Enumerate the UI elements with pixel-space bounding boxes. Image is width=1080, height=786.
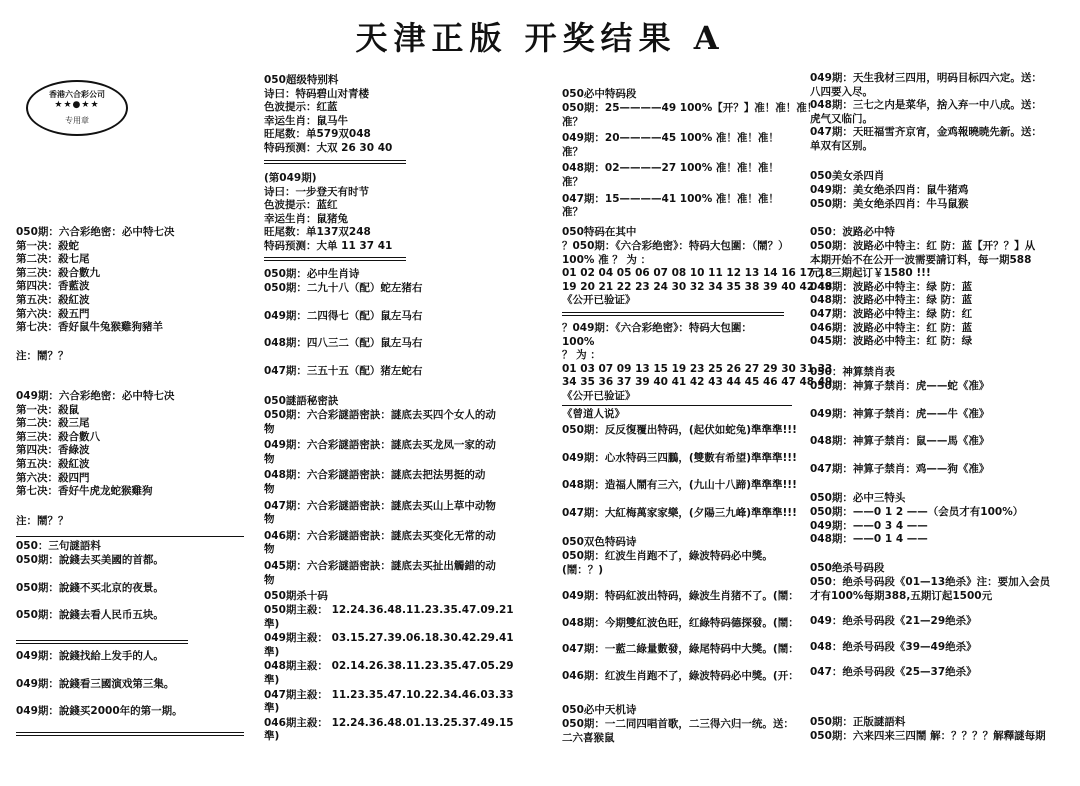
- text-line: 物: [264, 513, 275, 526]
- text-line: 047期：神算子禁肖：鸡——狗《准》: [810, 462, 990, 475]
- divider: [562, 405, 792, 406]
- text-line: 19 20 21 22 23 24 30 32 34 35 38 39 40 42 48: [562, 280, 833, 293]
- official-stamp: [26, 80, 128, 136]
- text-line: 047期主殺： 11.23.35.47.10.22.34.46.03.33: [264, 688, 514, 701]
- text-line: 第二决：殺七尾: [16, 253, 90, 266]
- text-line: 049期主殺： 03.15.27.39.06.18.30.42.29.41: [264, 632, 514, 645]
- text-line: 048期：——0 1 4 ——: [810, 533, 928, 546]
- text-line: 本期开始不在公开一波需要請订料，每一期588: [810, 253, 1032, 266]
- col4-zheng-head: 050期：正版謎語料: [810, 716, 906, 728]
- col4-shen-list: [810, 380, 1070, 476]
- text-line: 049期：神算子禁肖：虎——牛《准》: [810, 407, 990, 420]
- text-line: 049期：美女绝杀四肖：鼠牛猪鸡: [810, 184, 969, 196]
- text-line: 第五决：殺紅波: [16, 457, 90, 470]
- text-line: 046期主殺： 12.24.36.48.01.13.25.37.49.15: [264, 716, 514, 729]
- text-line: 048期：02————27 100% 准！准！准！: [562, 162, 779, 175]
- text-line: 047期：大紅梅萬家家樂，(夕陽三九峰)準準準!!!: [562, 506, 797, 519]
- col4-bo-list: [810, 240, 1070, 349]
- col3-se-head: 050双色特码诗: [562, 536, 637, 548]
- col3-tian-head: 050必中天机诗: [562, 704, 637, 716]
- text-line: 048期主殺： 02.14.26.38.11.23.35.47.05.29: [264, 660, 514, 673]
- col4-mei-list: [810, 184, 1070, 211]
- text-line: 色波提示：红蓝: [264, 101, 338, 114]
- text-line: 050：绝杀号码段《01—13绝杀》注：要加入会员: [810, 576, 1051, 588]
- text-line: 準): [264, 617, 280, 630]
- text-line: 050期：六合彩绝密：必中特七决: [16, 226, 175, 238]
- col2-shengxiao-list: [264, 282, 454, 378]
- col4-mei-head: 050美女杀四肖: [810, 170, 885, 182]
- divider: [562, 312, 784, 316]
- text-line: 《公开已验证》: [562, 294, 636, 307]
- text-line: 八四要入尽。: [810, 85, 873, 98]
- text-line: 045期：波路必中特主：红 防：绿: [810, 335, 973, 348]
- text-line: 049期：說錢找給上发手的人。: [16, 650, 164, 662]
- text-line: 34 35 36 37 39 40 41 42 43 44 45 46 47 48 49: [562, 376, 833, 389]
- text-line: 幸运生肖：鼠猪兔: [264, 212, 348, 225]
- text-line: 048：绝杀号码段《39—49绝杀》: [810, 640, 977, 653]
- divider: [264, 160, 406, 164]
- text-line: 048期：六合彩謎語密訣：謎底去把法男挺的动: [264, 469, 486, 482]
- text-line: 050期：红波生肖跑不了，綠波特码必中獎。: [562, 550, 773, 562]
- text-line: 048期：造福人鬧有三六，(九山十八蹄)準準準!!!: [562, 479, 797, 492]
- col3-qiz2-list: [562, 322, 833, 404]
- text-line: 047期：天旺福雪齐京宵，金鸡報曉暁先新。送：: [810, 126, 1042, 139]
- text-line: 049期：二四得七（配）鼠左马右: [264, 309, 423, 322]
- col2-kill-head: 050期杀十码: [264, 590, 328, 602]
- col3-duan-list: [562, 102, 818, 220]
- col1-block-b: [16, 390, 244, 499]
- text-line: 049期：天生我材三四用，明码目标四六定。送：: [810, 72, 1042, 84]
- text-line: 特码预测：大单 11 37 41: [264, 239, 393, 252]
- stamp-top-text: 香港六合彩公司: [49, 90, 105, 99]
- col4-san-list: [810, 506, 1070, 547]
- text-line: 048期：今期雙紅波色旺，红綠特码德探發。(鬧：: [562, 616, 799, 629]
- text-line: 049期：六合彩绝密：必中特七决: [16, 390, 175, 402]
- page-title: 天津正版 开奖结果 A: [355, 19, 725, 57]
- text-line: 050期：25————49 100%【开？】准！准！准！: [562, 102, 818, 114]
- text-line: 049：绝杀号码段《21—29绝杀》: [810, 615, 977, 628]
- text-line: 二六喜猴鼠: [562, 731, 615, 744]
- text-line: 049期：特码紅波出特码，綠波生肖猪不了。(鬧：: [562, 590, 799, 603]
- stamp-stars: ★★●★★: [54, 100, 100, 110]
- text-line: 元，三期起订￥1580 !!!: [810, 267, 931, 280]
- text-line: 050期主殺： 12.24.36.48.11.23.35.47.09.21: [264, 604, 514, 616]
- text-line: 050期：神算子禁肖：虎——蛇《准》: [810, 380, 990, 392]
- text-line: 特码预测：大双 26 30 40: [264, 141, 393, 154]
- text-line: 049期：六合彩謎語密訣：謎底去买龙凤一家的动: [264, 439, 496, 452]
- text-line: 第四决：香綠波: [16, 444, 90, 457]
- col3-tian-list: [562, 718, 802, 745]
- text-line: 第一决：殺蛇: [16, 239, 79, 252]
- text-line: 047期：六合彩謎語密訣：謎底去买山上草中动物: [264, 499, 496, 512]
- col4-jue-head: 050绝杀号码段: [810, 562, 885, 574]
- col4-top-list: [810, 72, 1070, 154]
- text-line: 050期：反反復覆出特码，(起伏如蛇兔)準準準!!!: [562, 424, 797, 436]
- text-line: 準): [264, 645, 280, 658]
- text-line: 045期：六合彩謎語密訣：謎底去买扯出觸錯的动: [264, 559, 496, 572]
- text-line: 旺尾数：单579双048: [264, 128, 371, 141]
- text-line: 047期：15————41 100% 准！准！准！: [562, 192, 779, 205]
- text-line: 单双有区别。: [810, 139, 873, 152]
- text-line: 050期：說錢去买美國的首都。: [16, 554, 164, 566]
- text-line: 色波提示：蓝红: [264, 199, 338, 212]
- divider: [16, 536, 244, 537]
- text-line: 第七决：香好鼠牛兔猴雞狗豬羊: [16, 321, 163, 334]
- text-line: 050超级特别料: [264, 74, 339, 86]
- text-line: 047期：波路必中特主：绿 防：红: [810, 307, 973, 320]
- text-line: 诗曰：特码碧山对青楼: [264, 87, 369, 100]
- text-line: 01 02 04 05 06 07 08 10 11 12 13 14 16 17 18: [562, 267, 833, 280]
- text-line: 第三决：殺合數九: [16, 266, 100, 279]
- text-line: 准？: [562, 115, 583, 128]
- text-line: 準): [264, 730, 280, 743]
- text-line: 049期：說錢买2000年的第一期。: [16, 705, 183, 718]
- text-line: 046期：六合彩謎語密訣：謎底去买变化无常的动: [264, 529, 496, 542]
- col4-shen-head: 050：神算禁肖表: [810, 366, 895, 378]
- text-line: 050期：波路必中特主：红 防：蓝【开？？】从: [810, 240, 1036, 252]
- text-line: 第七决：香好牛虎龙蛇猴雞狗: [16, 485, 153, 498]
- col1-note-b: 注：鬧？？: [16, 515, 69, 527]
- col2-special-050: [264, 74, 408, 156]
- text-line: 第二决：殺三尾: [16, 417, 90, 430]
- text-line: 049期：20————45 100% 准！准！准！: [562, 132, 779, 145]
- text-line: 物: [264, 482, 275, 495]
- col4-zheng-line: 050期：六来四来三四鬧 解：？？？？解釋謎每期: [810, 730, 1046, 742]
- text-line: 物: [264, 573, 275, 586]
- text-line: 虎气又临门。: [810, 112, 873, 125]
- text-line: 第三决：殺合數八: [16, 430, 100, 443]
- col1-riddles-049: [16, 650, 244, 719]
- text-line: 01 03 07 09 13 15 19 23 25 26 27 29 30 31 33: [562, 362, 833, 375]
- col2-shengxiao-head: 050期：必中生肖诗: [264, 268, 360, 280]
- text-line: ？049期：《六合彩绝密》：特码大包圍：: [562, 322, 752, 334]
- col2-special-049: [264, 172, 408, 254]
- col4-san-head: 050期：必中三特头: [810, 492, 906, 504]
- text-line: 050期：美女绝杀四肖：牛马鼠猴: [810, 197, 969, 210]
- text-line: 049期：波路必中特主：绿 防：蓝: [810, 280, 973, 293]
- text-line: 047期：三五十五（配）猪左蛇右: [264, 364, 423, 377]
- text-line: 100%: [562, 335, 595, 348]
- text-line: 准？: [562, 145, 583, 158]
- text-line: 準): [264, 702, 280, 715]
- divider: [16, 640, 188, 644]
- text-line: 物: [264, 422, 275, 435]
- text-line: 準): [264, 673, 280, 686]
- divider: [264, 257, 406, 261]
- text-line: 幸运生肖：鼠马牛: [264, 114, 348, 127]
- stamp-bottom-text: 专用章: [65, 116, 89, 125]
- text-line: (鬧：？): [562, 563, 604, 576]
- text-line: 第五决：殺紅波: [16, 293, 90, 306]
- text-line: 048期：四八三二（配）鼠左马右: [264, 337, 423, 350]
- text-line: 047：绝杀号码段《25—37绝杀》: [810, 666, 977, 679]
- col3-duan-head: 050必中特码段: [562, 88, 637, 100]
- text-line: 048期：波路必中特主：绿 防：蓝: [810, 294, 973, 307]
- text-line: 048期：神算子禁肖：鼠——馬《准》: [810, 435, 990, 448]
- text-line: 050期：六合彩謎語密訣：謎底去买四个女人的动: [264, 409, 496, 421]
- text-line: 048期：三七之内是菜华，捨入弃一中八成。送：: [810, 99, 1042, 112]
- text-line: 050期：——0 1 2 ——（会员才有100%）: [810, 506, 1024, 518]
- text-line: 050期：說錢去看人民币五块。: [16, 609, 164, 622]
- text-line: 050期：說錢不买北京的夜景。: [16, 581, 164, 594]
- text-line: ？ 为 ：: [562, 349, 601, 362]
- text-line: 050期：二九十八（配）蛇左猪右: [264, 282, 423, 294]
- col2-riddle-list: [264, 409, 504, 587]
- col1-note-a: 注：鬧？？: [16, 350, 69, 362]
- col3-se-list: [562, 550, 802, 684]
- text-line: 才有100%每期388,五期订起1500元: [810, 589, 993, 602]
- text-line: 047期：一藍二綠量數發，綠尾特码中大獎。(鬧：: [562, 643, 799, 656]
- text-line: ？050期：《六合彩绝密》：特码大包圍：（鬧？）: [562, 240, 789, 252]
- col3-qiz-head: 050特码在其中: [562, 226, 637, 238]
- col1-riddles-050: [16, 554, 244, 623]
- col2-riddle-head: 050謎語秘密訣: [264, 395, 339, 407]
- text-line: 046期：波路必中特主：红 防：蓝: [810, 321, 973, 334]
- col4-jue-list: [810, 576, 1070, 680]
- col3-ren-head: 《曾道人说》: [562, 408, 625, 420]
- text-line: 诗曰：一步登天有时节: [264, 185, 369, 198]
- text-line: 《公开已验证》: [562, 389, 636, 402]
- text-line: 100% 准 ？ 为 ：: [562, 253, 652, 266]
- col1-riddle-head: 050：三句謎語料: [16, 540, 101, 552]
- text-line: 049期：說錢看三國演戏第三集。: [16, 677, 175, 690]
- text-line: 049期：——0 3 4 ——: [810, 519, 928, 532]
- text-line: 第一决：殺鼠: [16, 403, 79, 416]
- text-line: 准？: [562, 206, 583, 219]
- text-line: 第四决：香藍波: [16, 280, 90, 293]
- text-line: 旺尾数：单137双248: [264, 226, 371, 239]
- col3-qiz-list: [562, 240, 833, 308]
- text-line: 物: [264, 452, 275, 465]
- text-line: (第049期): [264, 172, 317, 184]
- text-line: 050期：一二同四唱首歌，二三得六归一统。送：: [562, 718, 794, 730]
- divider: [16, 732, 244, 736]
- text-line: 准？: [562, 175, 583, 188]
- col1-block-a: [16, 226, 244, 335]
- text-line: 第六决：殺四門: [16, 471, 90, 484]
- col4-bo-head: 050：波路必中特: [810, 226, 895, 238]
- text-line: 049期：心水特码三四鵬，(雙數有希望)準準準!!!: [562, 451, 797, 464]
- col3-ren-list: [562, 424, 802, 520]
- text-line: 第六决：殺五門: [16, 307, 90, 320]
- col2-kill-list: [264, 604, 514, 744]
- text-line: 物: [264, 543, 275, 556]
- text-line: 046期：红波生肖跑不了，綠波特码必中獎。(开：: [562, 669, 799, 682]
